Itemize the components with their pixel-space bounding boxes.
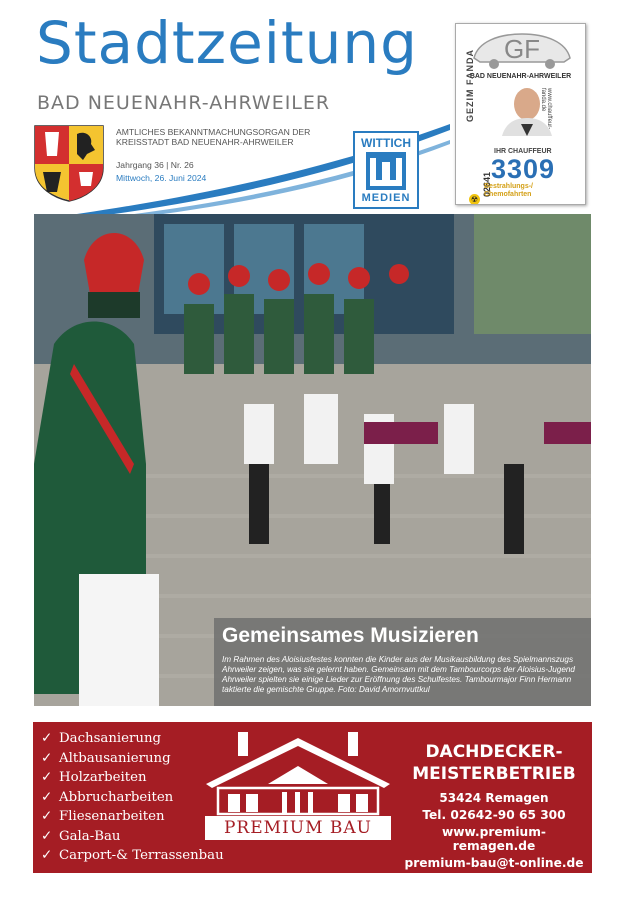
ad-heading-2: MEISTERBETRIEB: [412, 763, 576, 784]
gf-car-logo-icon: [468, 28, 576, 70]
house-logo-icon: [198, 732, 398, 866]
check-icon: ✓: [41, 848, 53, 863]
publisher-logo: [353, 131, 419, 209]
check-icon: ✓: [41, 770, 53, 785]
chauffeur-website: www.chauffeur-fanda.de: [540, 88, 552, 130]
ad-email-link[interactable]: premium-bau@t-online.de: [404, 855, 584, 870]
service-label: Holzarbeiten: [59, 770, 147, 785]
radiation-icon: ☢: [470, 195, 479, 204]
check-icon: ✓: [41, 789, 53, 805]
publisher-name: WITTICH: [361, 136, 411, 150]
check-icon: ✓: [41, 731, 53, 746]
masthead-subtitle: BAD NEUENAHR-AHRWEILER: [37, 92, 331, 114]
service-item: [41, 751, 224, 771]
cover-caption-text: Im Rahmen des Aloisiusfestes konnten die Kinder aus der Musikausbildung des Spielmannszugs Ahrweiler zeigen, was sie gelernt haben. Gemeinsam mit dem Tambourcorps der Aloisius-Jugend Ahrweiler spielten sie einige Lieder zur Eröffnung des Schulfestes. Tambourmajor Finn Hermann taktierte die gemischte Gruppe. Foto: David Amornvuttkul: [222, 655, 575, 694]
service-item: [41, 848, 224, 868]
publisher-name-2: MEDIEN: [361, 192, 411, 204]
chauffeur-role: IHR CHAUFFEUR: [494, 148, 552, 155]
masthead-title: Stadtzeitung: [36, 9, 418, 77]
publisher-w-icon: [366, 152, 406, 190]
ad-heading: DACHDECKER-: [425, 742, 563, 762]
check-icon: ✓: [41, 809, 53, 824]
service-item: [41, 731, 224, 751]
gf-logo-text: GF: [503, 34, 541, 64]
ad-phone[interactable]: Tel. 02642-90 65 300: [422, 807, 566, 822]
cover-caption-box: [214, 618, 591, 706]
service-item: [41, 829, 224, 849]
chauffeur-phone-number: 3309: [491, 154, 556, 184]
contact-block: [401, 742, 587, 870]
brand-name: PREMIUM BAU: [205, 816, 391, 840]
ad-website-link[interactable]: www.premium-remagen.de: [442, 824, 546, 853]
service-item: [41, 770, 224, 790]
service-label: Fliesenarbeiten: [59, 809, 165, 824]
chauffeur-ad[interactable]: [455, 23, 586, 205]
chauffeur-city: BAD NEUENAHR-AHRWEILER: [469, 73, 572, 80]
official-notice: AMTLICHES BEKANNTMACHUNGSORGAN DER KREISSTADT BAD NEUENAHR-AHRWEILER: [116, 127, 311, 148]
service-label: Carport-& Terrassenbau: [59, 848, 224, 863]
coat-of-arms-icon: [33, 124, 105, 202]
service-label: Gala-Bau: [59, 828, 121, 844]
chauffeur-area-code: 02641: [482, 171, 492, 197]
service-label: Abbrucharbeiten: [59, 789, 174, 805]
chauffeur-note: Bestrahlungs-/ Chemofahrten: [484, 183, 534, 199]
service-item: [41, 790, 224, 810]
chauffeur-name: GEZIM FANDA: [465, 49, 475, 122]
ad-city: 53424 Remagen: [439, 790, 549, 805]
service-label: Altbausanierung: [59, 750, 171, 766]
service-label: Dachsanierung: [59, 731, 162, 746]
premium-bau-ad[interactable]: [33, 722, 592, 873]
check-icon: ✓: [41, 828, 53, 844]
service-list: [41, 731, 224, 868]
check-icon: ✓: [41, 750, 53, 766]
cover-headline: Gemeinsames Musizieren: [222, 624, 479, 647]
service-item: [41, 809, 224, 829]
issue-number: Jahrgang 36 | Nr. 26: [116, 160, 194, 170]
issue-date: Mittwoch, 26. Juni 2024: [116, 173, 207, 183]
